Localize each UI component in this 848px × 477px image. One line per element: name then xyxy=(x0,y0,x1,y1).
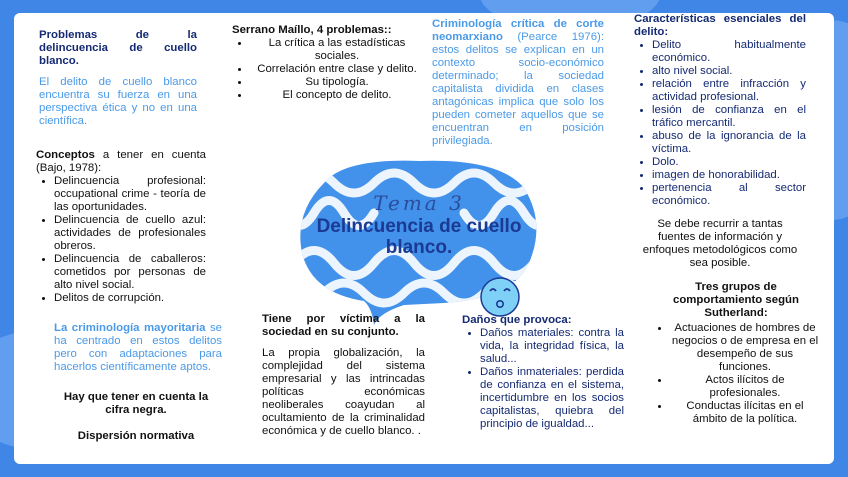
danos-block xyxy=(462,314,624,431)
danos-heading: Daños que provoca: xyxy=(462,314,572,326)
content-panel xyxy=(14,13,834,464)
tema-title: Delincuencia de cuello blanco. xyxy=(316,216,522,258)
victima-heading: Tiene por víctima a la sociedad en su conjunto. xyxy=(262,313,425,338)
sutherland-list xyxy=(652,322,820,426)
serrano-item: • Su tipología. xyxy=(250,76,424,89)
serrano-item: • El concepto de delito. xyxy=(250,89,424,102)
criminologia-mayoritaria-text: se ha centrado en estos delitos pero con adaptaciones para hacerlos científicamente aptos. xyxy=(54,322,222,373)
serrano-list xyxy=(232,37,424,102)
tema-bubble xyxy=(284,153,554,333)
conceptos-item: • Delitos de corrupción. xyxy=(54,292,206,305)
dispersion-normativa: Dispersión normativa xyxy=(77,430,195,442)
serrano-heading: Serrano Maíllo, 4 problemas:: xyxy=(232,24,392,36)
caracteristicas-item: • abuso de la ignorancia de la víctima. xyxy=(652,130,806,156)
danos-list xyxy=(462,327,624,431)
victima-text: La propia globalización, la complejidad del sistema empresarial y las intrincadas políticas económicas neoliberales coayudan al ocultamiento de la criminalidad económica y de cuello blanco. . xyxy=(262,347,425,437)
caracteristicas-item: • alto nivel social. xyxy=(652,65,806,78)
serrano-block xyxy=(232,24,424,102)
sutherland-item: • Actuaciones de hombres de negocios o de empresa en el desempeño de sus funciones. xyxy=(670,322,820,374)
caracteristicas-item: • Dolo. xyxy=(652,156,806,169)
conceptos-heading-rest: a tener en cuenta (Bajo, 1978): xyxy=(36,149,206,174)
caracteristicas-item: • pertenencia al sector económico. xyxy=(652,182,806,208)
criminologia-critica-heading: Criminología crítica de corte neomarxiano xyxy=(432,18,604,43)
criminologia-mayoritaria-heading: La criminología mayoritaria xyxy=(54,322,206,334)
caracteristicas-item: • Delito habitualmente económico. xyxy=(652,39,806,65)
caracteristicas-list xyxy=(634,39,806,208)
serrano-item: • Correlación entre clase y delito. xyxy=(250,63,424,76)
caracteristicas-item: • lesión de confianza en el tráfico mercantil. xyxy=(652,104,806,130)
criminologia-critica-text: (Pearce 1976): estos delitos se explican en un contexto socio-económico determinado; la sociedad capitalista dividida en clases antagónicas implica que solo los pueden cometer aquellos que se encuentran en posición privilegiada. xyxy=(432,31,604,147)
danos-item: • Daños materiales: contra la vida, la integridad física, la salud... xyxy=(480,327,624,366)
conceptos-item: • Delincuencia de caballeros: cometidos por personas de alto nivel social. xyxy=(54,253,206,292)
conceptos-block xyxy=(36,149,206,305)
victima-block xyxy=(262,313,425,438)
problemas-block xyxy=(39,29,197,128)
cifra-negra: Hay que tener en cuenta la cifra negra. xyxy=(63,391,209,416)
conceptos-item: • Delincuencia profesional: occupational crime - teoría de las oportunidades. xyxy=(54,175,206,214)
caracteristicas-note: Se debe recurrir a tantas fuentes de información y enfoques metodológicos como sea posible. xyxy=(642,218,798,269)
caracteristicas-heading: Características esenciales del delito: xyxy=(634,13,806,38)
danos-item: • Daños inmateriales: perdida de confianza en el sistema, incertidumbre en los socios capitalistas, quiebra del principio de igualdad... xyxy=(480,366,624,431)
problemas-heading: Problemas de la delincuencia de cuello blanco. xyxy=(39,29,197,67)
sutherland-heading: Tres grupos de comportamiento según Sutherland: xyxy=(673,281,799,319)
sutherland-block xyxy=(652,281,820,426)
problemas-text: El delito de cuello blanco encuentra su fuerza en una perspectiva ética y no en una científica. xyxy=(39,76,197,127)
serrano-item: • La crítica a las estadísticas sociales. xyxy=(250,37,424,63)
tema-label: Tema 3 xyxy=(373,191,465,215)
caracteristicas-block xyxy=(634,13,806,270)
criminologia-critica-block xyxy=(432,18,604,148)
sutherland-item: • Conductas ilícitas en el ámbito de la política. xyxy=(670,400,820,426)
caracteristicas-item: • imagen de honorabilidad. xyxy=(652,169,806,182)
conceptos-heading-bold: Conceptos xyxy=(36,149,95,161)
smiley-icon xyxy=(481,278,519,316)
caracteristicas-item: • relación entre infracción y actividad profesional. xyxy=(652,78,806,104)
sutherland-item: • Actos ilícitos de profesionales. xyxy=(670,374,820,400)
conceptos-item: • Delincuencia de cuello azul: actividades de profesionales obreros. xyxy=(54,214,206,253)
conceptos-list xyxy=(36,175,206,305)
criminologia-mayoritaria-block xyxy=(54,322,222,374)
